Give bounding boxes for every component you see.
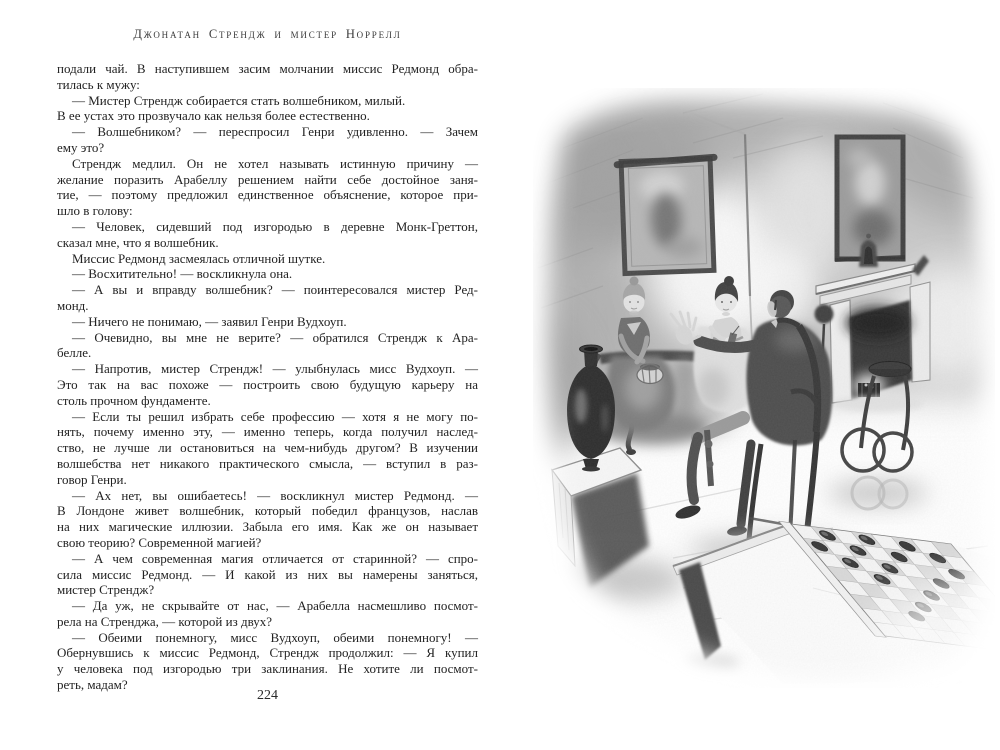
running-head: Джонатан Стрендж и мистер Норрелл	[133, 27, 402, 41]
text-line: рела на Стренджа, — которой из двух?	[57, 613, 273, 629]
pencil-grain	[533, 88, 995, 688]
text-line: ему это?	[57, 139, 105, 155]
text-line: волшебства нет никакого практического смысла, — вступил в раз-	[57, 455, 478, 471]
text-line: говор Генри.	[57, 471, 127, 487]
text-line: В ее устах это прозвучало как нельзя более естественно.	[57, 108, 370, 124]
text-line: столь прочном фундаменте.	[57, 392, 211, 408]
text-line: — А вы и вправду волшебник? — поинтересовался мистер Ред-	[72, 282, 478, 298]
text-line: сказал мне, что я волшебник.	[57, 234, 219, 250]
text-line: монд.	[57, 297, 89, 313]
illustration	[533, 88, 995, 688]
text-line: — Ах нет, вы ошибаетесь! — воскликнул мистер Редмонд. —	[72, 487, 478, 503]
text-line: мистер Стрендж?	[57, 582, 155, 598]
text-line: В Лондоне живет волшебник, который победил французов, наслав	[57, 503, 478, 519]
text-line: — Восхитительно! — воскликнула она.	[72, 266, 293, 282]
text-line: — Ничего не понимаю, — заявил Генри Вудхоуп.	[72, 313, 347, 329]
page-number: 224	[257, 688, 278, 703]
text-line: желание поразить Арабеллу решением найти себе достойное заня-	[57, 171, 478, 187]
text-line: свою теорию? Современной магией?	[57, 534, 262, 550]
text-line: — Да уж, не скрывайте от нас, — Арабелла насмешливо посмот-	[72, 598, 478, 614]
text-line: Стрендж медлил. Он не хотел называть истинную причину —	[72, 155, 478, 171]
text-line: — Напротив, мистер Стрендж! — улыбнулась мисс Вудхоуп. —	[72, 361, 478, 377]
text-line: ство, не лучше ли остановиться на чем-нибудь другом? В изучении	[57, 440, 478, 456]
text-line: тие, — поэтому предложил единственное объяснение, которое при-	[57, 187, 478, 203]
text-line: подали чай. В наступившем засим молчании миссис Редмонд обра-	[57, 61, 478, 76]
text-line: нять, почему именно эту, — именно теперь, когда получил наслед-	[57, 424, 478, 440]
text-line: на них магические иллюзии. Забыла его имя. Как же он называет	[57, 519, 478, 535]
text-line: тилась к мужу:	[57, 76, 140, 92]
text-line: белле.	[57, 345, 92, 361]
text-line: Это так на вас похоже — построить свою будущую карьеру на	[57, 376, 478, 392]
text-line: реть, мадам?	[57, 677, 128, 693]
text-line: — Человек, сидевший под изгородью в деревне Монк-Греттон,	[72, 218, 478, 234]
text-line: — Если ты решил избрать себе профессию — хотя я не могу по-	[72, 408, 478, 424]
text-line: Обернувшись к миссис Редмонд, Стрендж продолжил: — Я купил	[57, 645, 478, 661]
text-line: — Обеими понемногу, мисс Вудхоуп, обеими понемногу! —	[72, 629, 478, 645]
body-text	[57, 61, 478, 693]
text-line: — Мистер Стрендж собирается стать волшебником, милый.	[72, 92, 406, 108]
text-line: сила миссис Редмонд. — И какой из них вы намерены заняться,	[57, 566, 478, 582]
text-line: шло в голову:	[57, 203, 133, 219]
text-line: — Волшебником? — переспросил Генри удивленно. — Зачем	[72, 124, 478, 140]
text-line: — Очевидно, вы мне не верите? — обратился Стрендж к Ара-	[72, 329, 478, 345]
text-line: — А чем современная магия отличается от старинной? — спро-	[72, 550, 478, 566]
text-line: у человека под изгородью три заклинания. Не хотите ли посмот-	[57, 661, 478, 677]
text-line: Миссис Редмонд засмеялась отличной шутке.	[72, 250, 326, 266]
